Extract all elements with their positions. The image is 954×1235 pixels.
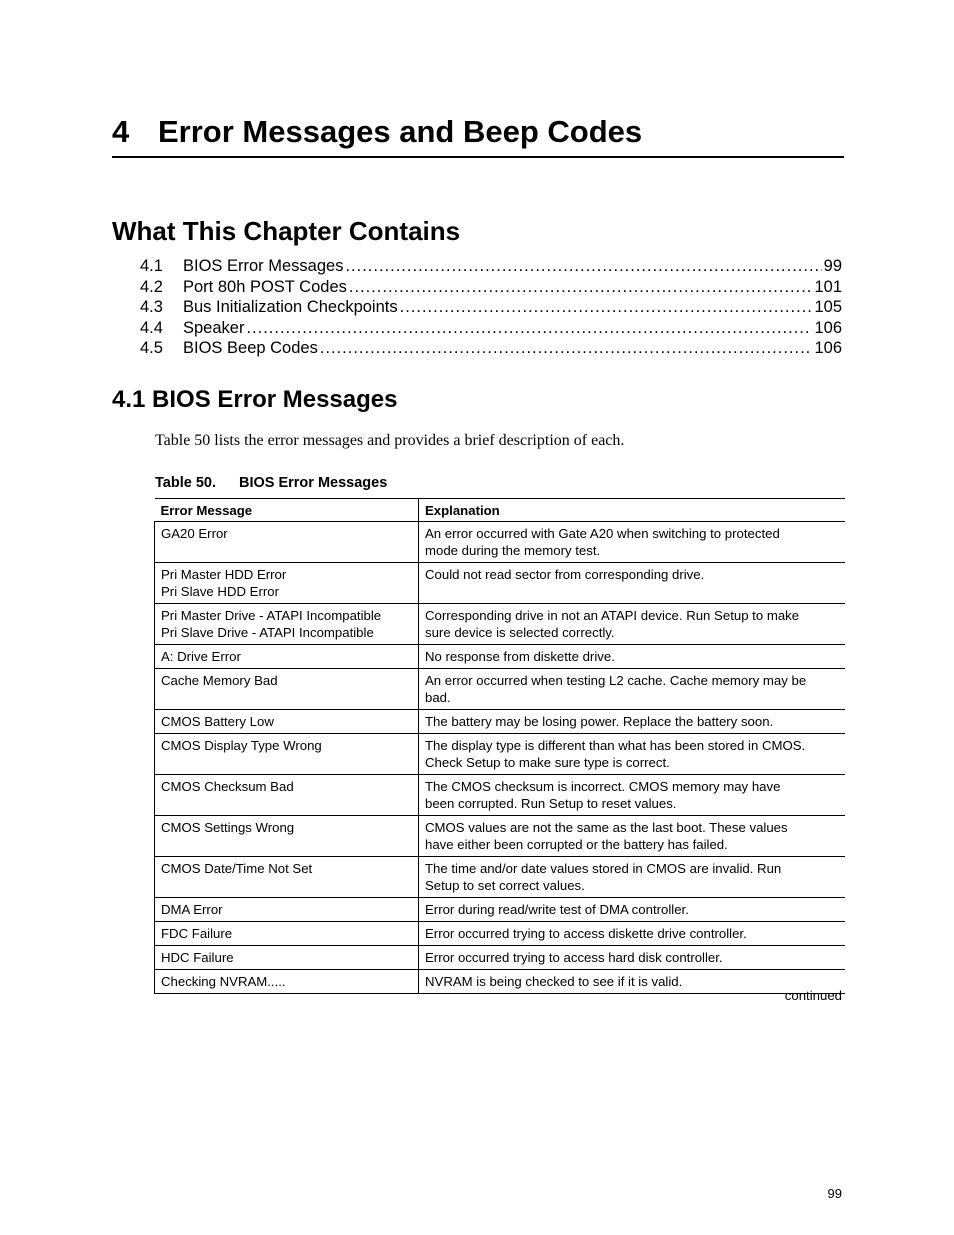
error-message-line: DMA Error bbox=[161, 902, 223, 917]
toc-entry-number: 4.2 bbox=[140, 277, 163, 296]
error-message-line: FDC Failure bbox=[161, 926, 233, 941]
error-message-cell bbox=[155, 522, 419, 563]
header-error-message: Error Message bbox=[155, 499, 419, 522]
error-message-cell bbox=[155, 563, 419, 604]
error-message-line: Cache Memory Bad bbox=[161, 673, 278, 688]
explanation-line: An error occurred when testing L2 cache. Cache memory may be bbox=[425, 673, 807, 688]
error-message-line: CMOS Settings Wrong bbox=[161, 820, 295, 835]
explanation-line: have either been corrupted or the battery has failed. bbox=[425, 837, 728, 852]
error-message-cell bbox=[155, 816, 419, 857]
explanation-line: been corrupted. Run Setup to reset values. bbox=[425, 796, 677, 811]
toc-entry-number: 4.1 bbox=[140, 257, 163, 275]
explanation-line: Error during read/write test of DMA controller. bbox=[425, 902, 689, 917]
explanation-cell bbox=[419, 946, 846, 970]
toc-dot-leader bbox=[320, 338, 813, 358]
error-message-line: CMOS Battery Low bbox=[161, 714, 274, 729]
toc-dot-leader bbox=[349, 277, 813, 297]
intro-paragraph: Table 50 lists the error messages and provides a brief description of each. bbox=[155, 432, 625, 449]
toc-entry-page: 106 bbox=[814, 318, 842, 337]
error-message-line: Pri Master Drive - ATAPI Incompatible bbox=[161, 608, 382, 623]
error-message-cell bbox=[155, 645, 419, 669]
table-header-row bbox=[155, 499, 846, 522]
error-message-cell bbox=[155, 857, 419, 898]
header-explanation: Explanation bbox=[419, 499, 846, 522]
explanation-line: bad. bbox=[425, 690, 451, 705]
toc-entry-title: Port 80h POST Codes bbox=[183, 277, 347, 296]
toc-heading: What This Chapter Contains bbox=[112, 216, 461, 246]
error-message-cell bbox=[155, 734, 419, 775]
continued-label: continued bbox=[784, 988, 842, 1003]
table-row bbox=[155, 645, 846, 669]
error-message-cell bbox=[155, 604, 419, 645]
toc-entry-title: Bus Initialization Checkpoints bbox=[183, 298, 398, 316]
explanation-cell bbox=[419, 898, 846, 922]
toc-dot-leader bbox=[400, 297, 813, 317]
explanation-line: Check Setup to make sure type is correct. bbox=[425, 755, 670, 770]
toc-entry-title: BIOS Error Messages bbox=[183, 257, 344, 275]
table-row bbox=[155, 563, 846, 604]
toc-entry-title: BIOS Beep Codes bbox=[183, 339, 318, 357]
explanation-cell bbox=[419, 522, 846, 563]
table-caption-title: BIOS Error Messages bbox=[239, 475, 388, 491]
table-of-contents bbox=[140, 256, 842, 359]
table-row bbox=[155, 775, 846, 816]
explanation-line: CMOS values are not the same as the last boot. These values bbox=[425, 820, 788, 835]
explanation-line: An error occurred with Gate A20 when switching to protected bbox=[425, 526, 780, 541]
explanation-cell bbox=[419, 816, 846, 857]
explanation-cell bbox=[419, 669, 846, 710]
explanation-line: NVRAM is being checked to see if it is valid. bbox=[425, 974, 683, 989]
table-caption bbox=[155, 473, 387, 493]
error-message-line: Pri Slave Drive - ATAPI Incompatible bbox=[161, 625, 374, 640]
section-heading: 4.1 BIOS Error Messages bbox=[112, 386, 398, 413]
table-row bbox=[155, 604, 846, 645]
explanation-line: sure device is selected correctly. bbox=[425, 625, 615, 640]
toc-entry-number: 4.4 bbox=[140, 318, 163, 337]
table-row bbox=[155, 970, 846, 994]
explanation-cell bbox=[419, 604, 846, 645]
error-message-cell bbox=[155, 898, 419, 922]
error-message-line: GA20 Error bbox=[161, 526, 228, 541]
explanation-cell bbox=[419, 734, 846, 775]
toc-entry-number: 4.5 bbox=[140, 339, 163, 357]
toc-entry[interactable] bbox=[140, 256, 842, 277]
explanation-line: mode during the memory test. bbox=[425, 543, 601, 558]
table-row bbox=[155, 669, 846, 710]
explanation-line: Setup to set correct values. bbox=[425, 878, 585, 893]
explanation-line: Error occurred trying to access hard disk controller. bbox=[425, 950, 723, 965]
explanation-line: The time and/or date values stored in CMOS are invalid. Run bbox=[425, 861, 782, 876]
toc-entry-page: 99 bbox=[823, 257, 842, 275]
error-message-line: CMOS Checksum Bad bbox=[161, 779, 294, 794]
chapter-number: 4 bbox=[112, 114, 130, 149]
chapter-title-text: Error Messages and Beep Codes bbox=[158, 114, 643, 149]
explanation-cell bbox=[419, 563, 846, 604]
explanation-cell bbox=[419, 710, 846, 734]
error-message-line: CMOS Date/Time Not Set bbox=[161, 861, 313, 876]
toc-entry-page: 101 bbox=[814, 277, 842, 296]
error-message-line: CMOS Display Type Wrong bbox=[161, 738, 322, 753]
explanation-cell bbox=[419, 970, 846, 994]
error-message-cell bbox=[155, 669, 419, 710]
chapter-title bbox=[112, 112, 844, 158]
toc-entry[interactable] bbox=[140, 338, 842, 359]
table-row bbox=[155, 857, 846, 898]
toc-dot-leader bbox=[345, 256, 821, 276]
error-message-line: Pri Slave HDD Error bbox=[161, 584, 279, 599]
table-row bbox=[155, 898, 846, 922]
error-message-cell bbox=[155, 970, 419, 994]
toc-entry-page: 106 bbox=[814, 339, 842, 357]
toc-entry-number: 4.3 bbox=[140, 298, 163, 316]
error-message-line: HDC Failure bbox=[161, 950, 234, 965]
explanation-line: Corresponding drive in not an ATAPI device. Run Setup to make bbox=[425, 608, 800, 623]
explanation-line: The display type is different than what has been stored in CMOS. bbox=[425, 738, 806, 753]
explanation-line: Error occurred trying to access diskette drive controller. bbox=[425, 926, 747, 941]
explanation-line: No response from diskette drive. bbox=[425, 649, 615, 664]
error-message-cell bbox=[155, 775, 419, 816]
toc-entry[interactable] bbox=[140, 318, 842, 339]
table-row bbox=[155, 522, 846, 563]
toc-entry[interactable] bbox=[140, 297, 842, 318]
explanation-cell bbox=[419, 922, 846, 946]
toc-entry-page: 105 bbox=[814, 298, 842, 316]
explanation-line: The battery may be losing power. Replace the battery soon. bbox=[425, 714, 774, 729]
error-message-line: A: Drive Error bbox=[161, 649, 241, 664]
toc-entry[interactable] bbox=[140, 277, 842, 298]
explanation-cell bbox=[419, 775, 846, 816]
error-message-cell bbox=[155, 946, 419, 970]
explanation-line: Could not read sector from corresponding drive. bbox=[425, 567, 705, 582]
error-message-line: Checking NVRAM..... bbox=[161, 974, 286, 989]
page-number: 99 bbox=[827, 1186, 842, 1201]
table-row bbox=[155, 710, 846, 734]
error-message-cell bbox=[155, 922, 419, 946]
error-message-line: Pri Master HDD Error bbox=[161, 567, 287, 582]
table-row bbox=[155, 946, 846, 970]
table-row bbox=[155, 922, 846, 946]
error-messages-table bbox=[154, 498, 845, 994]
explanation-cell bbox=[419, 645, 846, 669]
table-row bbox=[155, 734, 846, 775]
error-message-cell bbox=[155, 710, 419, 734]
toc-dot-leader bbox=[246, 318, 812, 338]
explanation-cell bbox=[419, 857, 846, 898]
table-row bbox=[155, 816, 846, 857]
table-caption-number: Table 50. bbox=[155, 475, 216, 491]
toc-entry-title: Speaker bbox=[183, 318, 245, 337]
explanation-line: The CMOS checksum is incorrect. CMOS memory may have bbox=[425, 779, 781, 794]
